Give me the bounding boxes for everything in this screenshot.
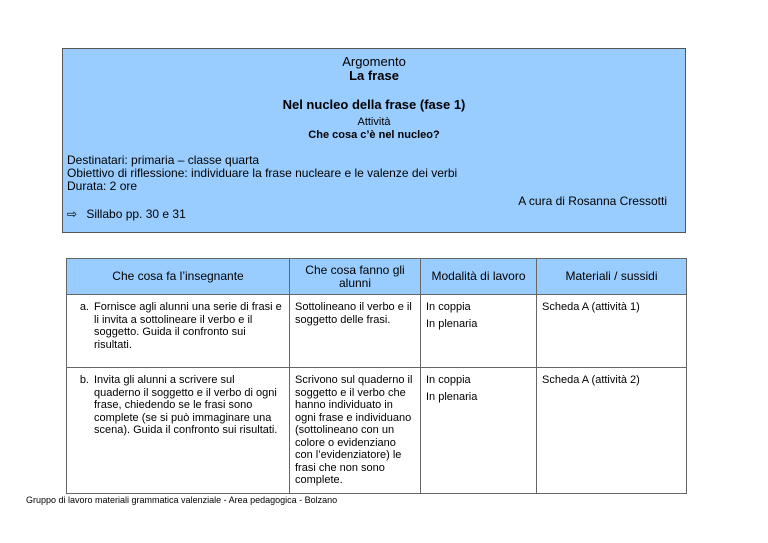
materiali-cell: Scheda A (attività 1) [537, 295, 687, 368]
teacher-text: Invita gli alunni a scrivere sul quaderno il soggetto e il verbo di ogni frase, chiedendo se le frasi sono complete (se si può immaginare una scena). Guida il confronto sui risultati. [94, 374, 278, 436]
destinatari: Destinatari: primaria – classe quarta [67, 153, 260, 167]
credit: A cura di Rosanna Cressotti [518, 194, 667, 208]
subtitle: Nel nucleo della frase (fase 1) [282, 97, 466, 112]
durata: Durata: 2 ore [67, 179, 138, 193]
column-header: Modalità di lavoro [421, 259, 537, 295]
header-box [62, 48, 686, 233]
list-marker: b. [79, 374, 89, 386]
teacher-cell [67, 368, 290, 494]
materiali-cell: Scheda A (attività 2) [537, 368, 687, 494]
arrow-right-icon: ⇨ [67, 207, 78, 221]
modalita-cell [421, 295, 537, 368]
attivita-label: Attività [357, 116, 391, 128]
argomento-title: La frase [349, 68, 399, 83]
attivita-title: Che cosa c’è nel nucleo? [308, 129, 440, 141]
obiettivo: Obiettivo di riflessione: individuare la frase nucleare e le valenze dei verbi [67, 166, 458, 180]
teacher-cell [67, 295, 290, 368]
modalita-cell [421, 368, 537, 494]
table-header-row [67, 259, 687, 295]
sillabo-text: Sillabo pp. 30 e 31 [86, 207, 186, 221]
footer: Gruppo di lavoro materiali grammatica valenziale - Area pedagogica - Bolzano [26, 495, 338, 505]
table-row [67, 295, 687, 368]
column-header: Che cosa fa l’insegnante [67, 259, 290, 295]
students-cell: Sottolineano il verbo e il soggetto delle frasi. [290, 295, 421, 368]
students-cell: Scrivono sul quaderno il soggetto e il verbo che hanno individuato in ogni frase e individuano (sottolineano con un colore o evidenziano con l’evidenziatore) le frasi che non sono complete. [290, 368, 421, 494]
teacher-text: Fornisce agli alunni una serie di frasi e li invita a sottolineare il verbo e il soggetto. Guida il confronto sui risultati. [94, 301, 282, 351]
column-header: Che cosa fanno gli alunni [290, 259, 421, 295]
modalita-item: In coppia [426, 374, 471, 386]
modalita-item: In plenaria [426, 390, 478, 403]
column-header: Materiali / sussidi [537, 259, 687, 295]
activity-table [66, 258, 687, 494]
modalita-item: In plenaria [426, 317, 478, 330]
list-marker: a. [79, 301, 89, 313]
table-row [67, 368, 687, 494]
sillabo-reference [67, 207, 186, 221]
modalita-item: In coppia [426, 301, 471, 313]
argomento-label: Argomento [342, 54, 406, 69]
